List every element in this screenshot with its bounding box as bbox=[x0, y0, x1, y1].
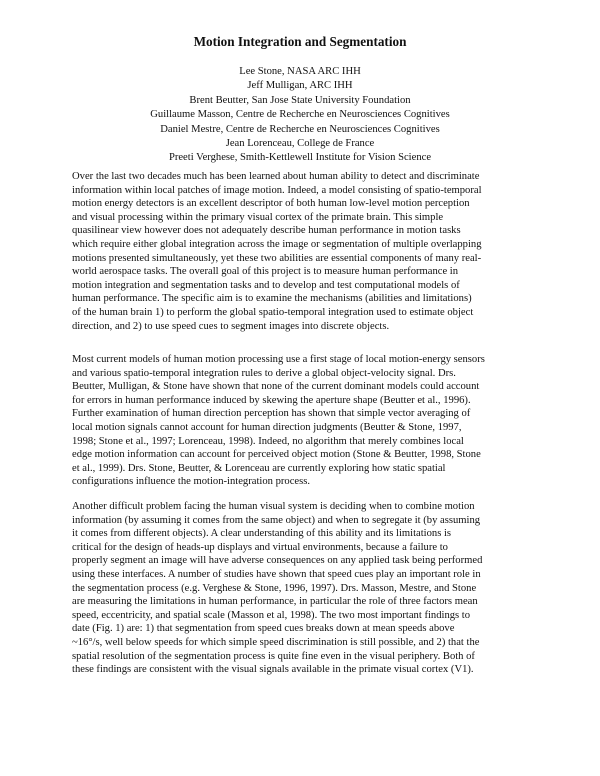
author-line: Brent Beutter, San Jose State University Foundation bbox=[189, 94, 411, 106]
text-line: ~16°/s, well below speeds for which simple speed discrimination is still possible, and 2) that the bbox=[72, 636, 480, 648]
text-line: the segmentation process (e.g. Verghese & Stone, 1996, 1997). Drs. Masson, Mestre, and Stone bbox=[72, 582, 477, 594]
text-line: and various spatio-temporal integration rules to derive a global object-velocity signal. Drs. bbox=[72, 367, 456, 379]
text-line: properly segment an image will have adverse consequences on any applied task being performed bbox=[72, 555, 483, 567]
text-line: direction, and 2) to use speed cues to segment images into discrete objects. bbox=[72, 320, 390, 332]
text-line: configurations influence the motion-integration process. bbox=[72, 476, 310, 488]
text-line: motion energy detectors is an excellent descriptor of both human low-level motion perception bbox=[72, 198, 470, 210]
text-line: and visual processing within the primary visual cortex of the primate brain. This simple bbox=[72, 211, 444, 223]
body-paragraph-segmentation bbox=[72, 500, 532, 677]
text-line: using these interfaces. A number of studies have shown that speed cues play an important role in bbox=[72, 568, 481, 580]
author-line: Jean Lorenceau, College de France bbox=[225, 138, 375, 150]
text-line: date (Fig. 1) are: 1) that segmentation from speed cues breaks down at mean speeds above bbox=[72, 623, 455, 635]
body-paragraph-intro bbox=[72, 170, 532, 333]
body-paragraph-integration bbox=[72, 353, 532, 489]
text-line: local motion signals cannot account for human direction judgments (Beutter & Stone, 1997, bbox=[72, 421, 462, 433]
author-line: Daniel Mestre, Centre de Recherche en Neurosciences Cognitives bbox=[160, 123, 440, 135]
text-line: for errors in human performance induced by skewing the aperture shape (Beutter et al., 1996). bbox=[72, 394, 471, 406]
text-line: Over the last two decades much has been learned about human ability to detect and discriminate bbox=[72, 171, 480, 182]
text-line: Further examination of human direction perception has shown that simple vector averaging of bbox=[72, 408, 471, 420]
text-line: spatial resolution of the segmentation process is quite fine even in the visual periphery. Both of bbox=[72, 650, 475, 662]
text-line: these findings are consistent with the visual signals available in the primate visual cortex (V1). bbox=[72, 664, 474, 676]
text-line: Another difficult problem facing the human visual system is deciding when to combine motion bbox=[72, 501, 475, 512]
text-line: speed, eccentricity, and spatial scale (Masson et al, 1998). The two most important findings to bbox=[72, 609, 471, 621]
text-line: of the human brain 1) to perform the global spatio-temporal integration used to estimate object bbox=[72, 306, 474, 318]
text-line: information within local patches of image motion. Indeed, a model consisting of spatio-temporal bbox=[72, 184, 482, 196]
text-line: information (by assuming it comes from the same object) and when to segregate it (by assuming bbox=[72, 514, 481, 526]
text-line: critical for the design of heads-up displays and virtual environments, because a failure to bbox=[72, 541, 448, 553]
text-line: it comes from different objects). A clear understanding of this ability and its limitations is bbox=[72, 528, 452, 540]
author-line: Lee Stone, NASA ARC IHH bbox=[239, 66, 361, 77]
text-line: Most current models of human motion processing use a first stage of local motion-energy sensors bbox=[72, 354, 485, 365]
text-line: human performance. The specific aim is to examine the mechanisms (abilities and limitations) bbox=[72, 293, 472, 305]
text-line: quasilinear view however does not adequately describe human performance in motion tasks bbox=[72, 225, 461, 237]
author-line: Guillaume Masson, Centre de Recherche en Neurosciences Cognitives bbox=[150, 109, 450, 121]
author-line: Preeti Verghese, Smith-Kettlewell Institute for Vision Science bbox=[168, 152, 432, 164]
author-list bbox=[0, 65, 600, 166]
document-title: Motion Integration and Segmentation bbox=[193, 34, 407, 49]
text-line: which require either global integration across the image or segmentation of multiple overlapping bbox=[72, 238, 482, 250]
text-line: et al., 1999). Drs. Stone, Beutter, & Lorenceau are currently exploring how static spatial bbox=[72, 462, 446, 474]
text-line: 1998; Stone et al., 1997; Lorenceau, 1998). Indeed, no algorithm that merely combines local bbox=[72, 435, 464, 447]
text-line: Beutter, Mulligan, & Stone have shown that none of the current dominant models could account bbox=[72, 381, 480, 393]
text-line: edge motion information can account for perceived object motion (Stone & Beutter, 1998, Stone bbox=[72, 449, 481, 461]
text-line: are measuring the limitations in human performance, in particular the role of three factors mean bbox=[72, 596, 478, 608]
text-line: world aerospace tasks. The overall goal of this project is to measure human performance in bbox=[72, 266, 459, 278]
text-line: motion integration and segmentation tasks and to develop and test computational models of bbox=[72, 279, 460, 291]
text-line: motions presented simultaneously, yet these two abilities are essential components of many real- bbox=[72, 252, 482, 264]
author-line: Jeff Mulligan, ARC IHH bbox=[247, 80, 353, 92]
